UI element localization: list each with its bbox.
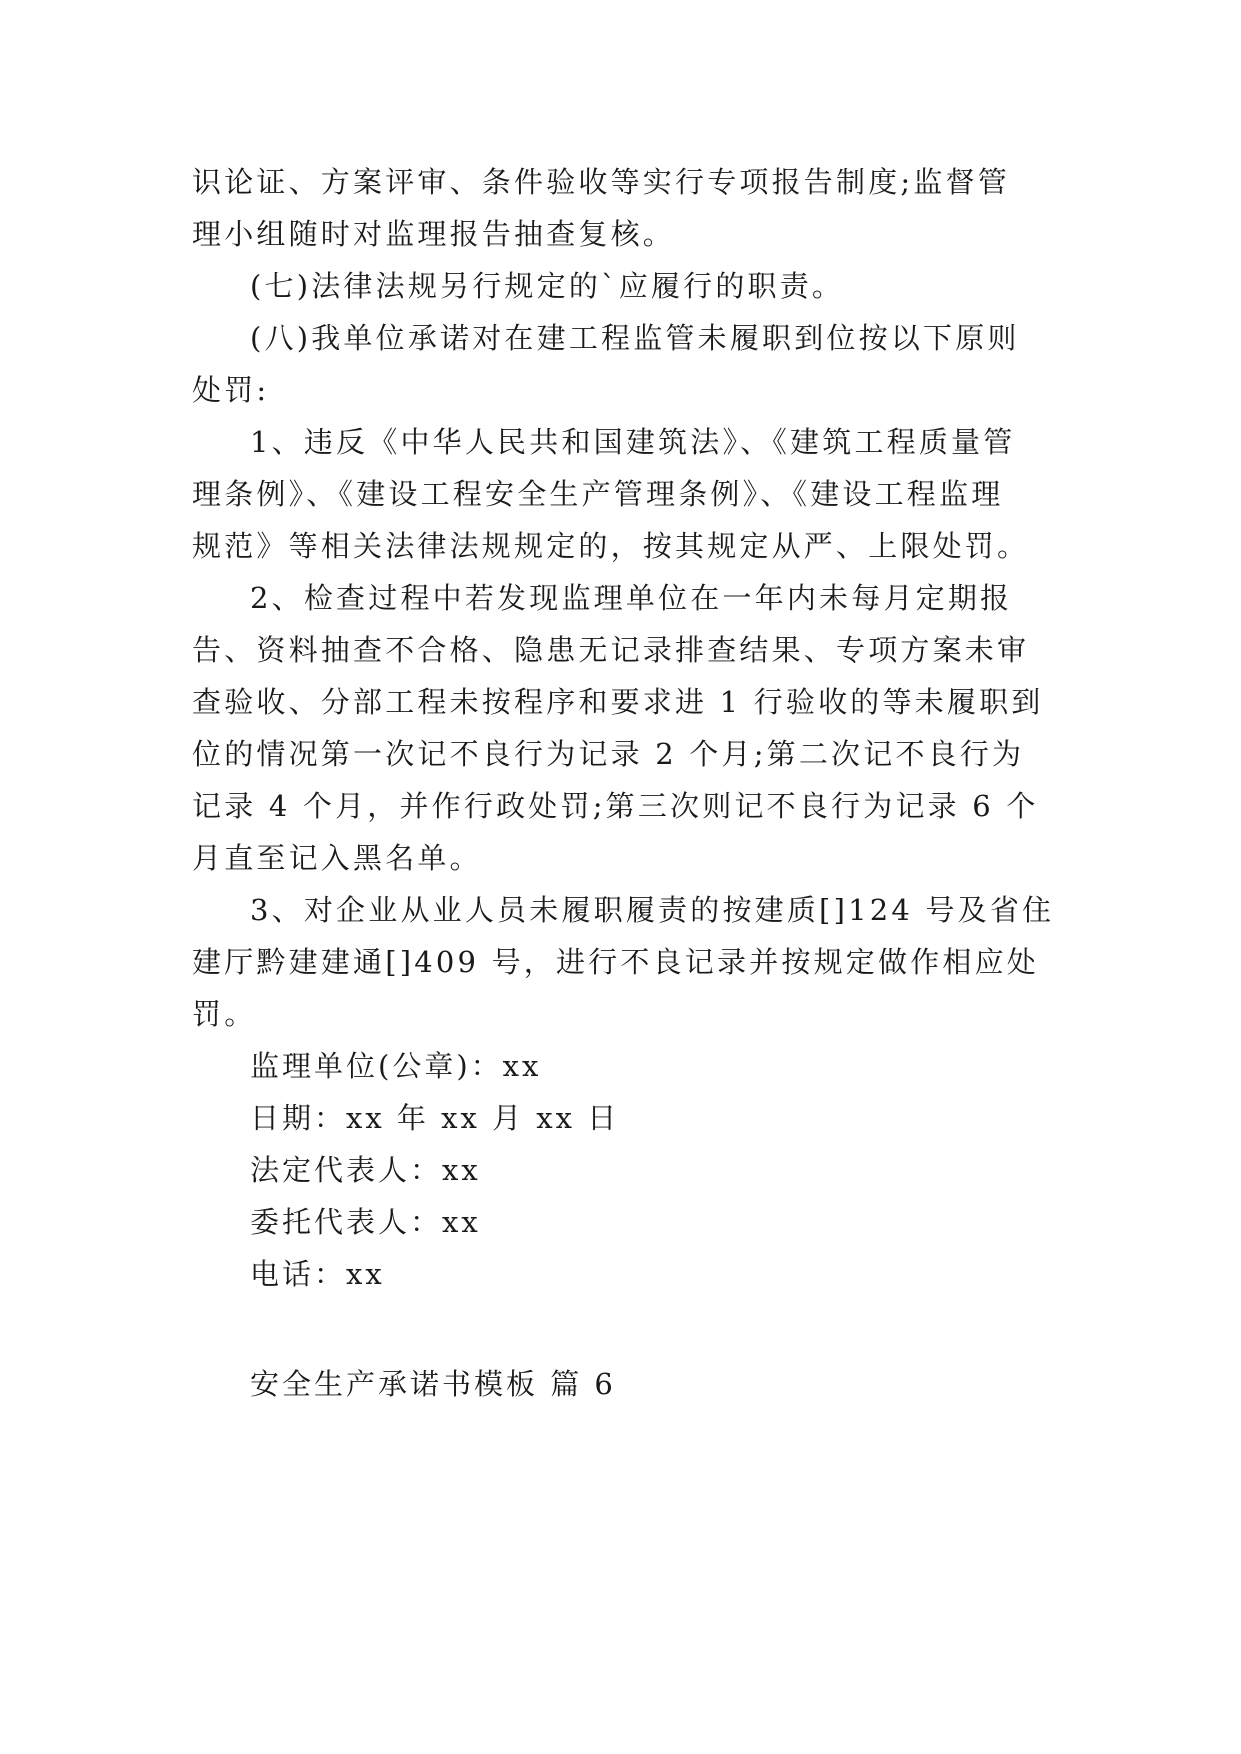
paragraph-line: 识论证、方案评审、条件验收等实行专项报告制度;监督管	[192, 165, 1010, 199]
section-heading: 安全生产承诺书模板 篇 6	[250, 1367, 616, 1401]
paragraph-line: 处罚:	[192, 373, 270, 407]
supervision-unit-seal: 监理单位(公章)：xx	[250, 1049, 542, 1083]
clause-seven: (七)法律法规另行规定的`应履行的职责。	[250, 269, 845, 303]
item-one: 1、违反《中华人民共和国建筑法》、《建筑工程质量管	[250, 425, 1016, 459]
clause-eight: (八)我单位承诺对在建工程监管未履职到位按以下原则	[250, 321, 1020, 355]
signature-date: 日期：xx 年 xx 月 xx 日	[250, 1101, 620, 1135]
entrusted-representative: 委托代表人：xx	[250, 1205, 481, 1239]
paragraph-line: 建厅黔建建通[]409 号，进行不良记录并按规定做作相应处	[192, 945, 1039, 979]
paragraph-line: 罚。	[192, 997, 257, 1031]
paragraph-line: 告、资料抽查不合格、隐患无记录排查结果、专项方案未审	[192, 633, 1030, 667]
paragraph-line: 理小组随时对监理报告抽查复核。	[192, 217, 676, 251]
item-three: 3、对企业从业人员未履职履责的按建质[]124 号及省住	[250, 893, 1055, 927]
paragraph-line: 月直至记入黑名单。	[192, 841, 482, 875]
paragraph-line: 查验收、分部工程未按程序和要求进 1 行验收的等未履职到	[192, 685, 1044, 719]
item-two: 2、检查过程中若发现监理单位在一年内未每月定期报	[250, 581, 1013, 615]
legal-representative: 法定代表人：xx	[250, 1153, 481, 1187]
phone-number: 电话：xx	[250, 1257, 385, 1291]
paragraph-line: 理条例》、《建设工程安全生产管理条例》、《建设工程监理	[192, 477, 1004, 511]
paragraph-line: 记录 4 个月，并作行政处罚;第三次则记不良行为记录 6 个	[192, 789, 1039, 823]
paragraph-line: 规范》等相关法律法规规定的，按其规定从严、上限处罚。	[192, 529, 1030, 563]
paragraph-line: 位的情况第一次记不良行为记录 2 个月;第二次记不良行为	[192, 737, 1025, 771]
